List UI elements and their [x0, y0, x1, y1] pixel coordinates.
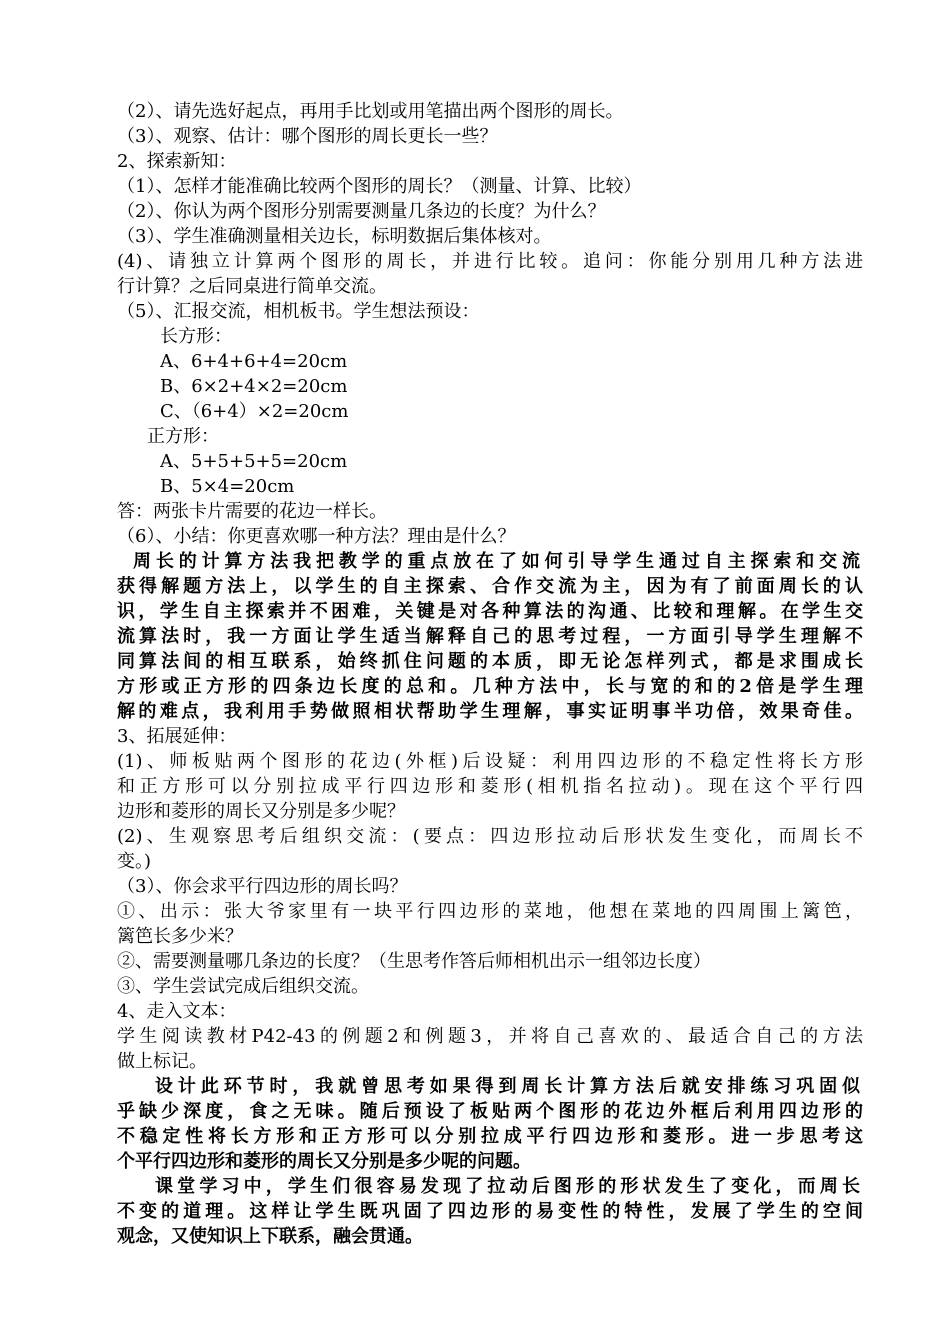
text-line: （3）、你会求平行四边形的周长吗？ — [117, 876, 408, 897]
reflection-line: 同算法间的相互联系，始终抓住问题的本质，即无论怎样列式，都是求围成长 — [117, 651, 863, 672]
text-line: (1)、师板贴两个图形的花边(外框)后设疑：利用四边形的不稳定性将长方形 — [117, 751, 863, 772]
section-heading: 2、探索新知： — [117, 151, 237, 172]
text-line: （3）、学生准确测量相关边长，标明数据后集体核对。 — [117, 226, 552, 247]
section-heading: 4、走入文本： — [117, 1001, 237, 1022]
formula-line: A、6+4+6+4=20cm — [160, 351, 348, 372]
section-heading: 3、拓展延伸： — [117, 726, 237, 747]
reflection-line: 不稳定性将长方形和正方形可以分别拉成平行四边形和菱形。进一步思考这 — [117, 1126, 863, 1147]
text-line: （2）、请先选好起点，再用手比划或用笔描出两个图形的周长。 — [117, 101, 624, 122]
text-line: 篱笆长多少米？ — [117, 926, 243, 947]
text-line: 边形和菱形的周长又分别是多少呢？ — [117, 801, 405, 822]
reflection-line: 乎缺少深度，食之无味。随后预设了板贴两个图形的花边外框后利用四边形的 — [117, 1101, 863, 1122]
reflection-line: 流算法时，我一方面让学生适当解释自己的思考过程，一方面引导学生理解不 — [117, 626, 863, 647]
formula-line: B、5×4=20cm — [160, 476, 295, 497]
reflection-line: 方形或正方形的四条边长度的总和。几种方法中，长与宽的和的2倍是学生理 — [117, 676, 863, 697]
reflection-line: 周长的计算方法我把教学的重点放在了如何引导学生通过自主探索和交流 — [133, 551, 860, 572]
text-line: 做上标记。 — [117, 1051, 207, 1072]
text-line: ③、学生尝试完成后组织交流。 — [117, 976, 369, 997]
text-line: (4)、请独立计算两个图形的周长，并进行比较。追问：你能分别用几种方法进 — [117, 251, 863, 272]
formula-line: B、6×2+4×2=20cm — [160, 376, 348, 397]
reflection-line: 不变的道理。这样让学生既巩固了四边形的易变性的特性，发展了学生的空间 — [117, 1201, 863, 1222]
text-line: 学生阅读教材P42-43的例题2和例题3，并将自己喜欢的、最适合自己的方法 — [117, 1026, 863, 1047]
formula-line: C、（6+4）×2=20cm — [160, 401, 349, 422]
text-line: （6）、小结：你更喜欢哪一种方法？理由是什么？ — [117, 526, 516, 547]
text-line: （3）、观察、估计：哪个图形的周长更长一些？ — [117, 126, 498, 147]
text-line: ①、出示：张大爷家里有一块平行四边形的菜地，他想在菜地的四周围上篱笆， — [117, 901, 863, 922]
reflection-line: 设计此环节时，我就曾思考如果得到周长计算方法后就安排练习巩固似 — [155, 1076, 860, 1097]
answer-line: 答：两张卡片需要的花边一样长。 — [117, 501, 387, 522]
text-line: （5）、汇报交流，相机板书。学生想法预设： — [117, 301, 480, 322]
reflection-line: 解的难点，我利用手势做照相状帮助学生理解，事实证明事半功倍，效果奇佳。 — [117, 701, 863, 722]
text-line: （1）、怎样才能准确比较两个图形的周长？（测量、计算、比较） — [117, 176, 642, 197]
text-line: 和正方形可以分别拉成平行四边形和菱形(相机指名拉动)。现在这个平行四 — [117, 776, 863, 797]
rectangle-label: 长方形： — [160, 326, 232, 347]
reflection-line: 个平行四边形和菱形的周长又分别是多少呢的问题。 — [117, 1151, 531, 1172]
reflection-line: 获得解题方法上，以学生的自主探索、合作交流为主，因为有了前面周长的认 — [117, 576, 863, 597]
square-label: 正方形： — [147, 426, 219, 447]
reflection-line: 观念，又使知识上下联系，融会贯通。 — [117, 1226, 423, 1247]
text-line: （2）、你认为两个图形分别需要测量几条边的长度？为什么？ — [117, 201, 606, 222]
text-line: (2)、生观察思考后组织交流：(要点：四边形拉动后形状发生变化，而周长不 — [117, 826, 863, 847]
reflection-line: 课堂学习中，学生们很容易发现了拉动后图形的形状发生了变化，而周长 — [155, 1176, 860, 1197]
text-line: 行计算？之后同桌进行简单交流。 — [117, 276, 387, 297]
text-line: ②、需要测量哪几条边的长度？（生思考作答后师相机出示一组邻边长度） — [117, 951, 711, 972]
reflection-line: 识，学生自主探索并不困难，关键是对各种算法的沟通、比较和理解。在学生交 — [117, 601, 863, 622]
text-line: 变。) — [117, 851, 152, 872]
formula-line: A、5+5+5+5=20cm — [160, 451, 348, 472]
